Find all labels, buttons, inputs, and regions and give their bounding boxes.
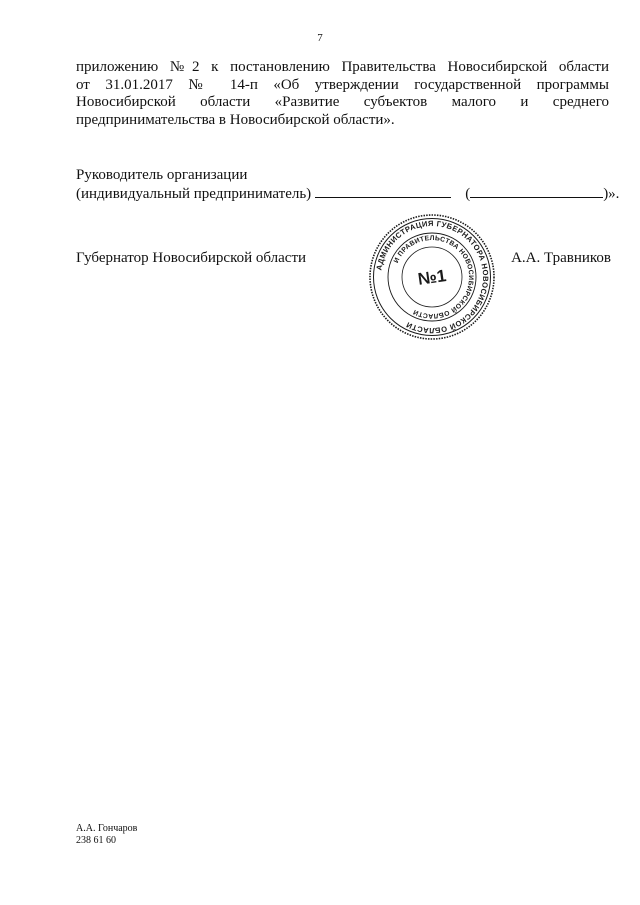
signature-line (76, 185, 620, 204)
paragraph-line: Новосибирской области «Развитие субъектов малого и среднего (76, 94, 609, 110)
name-blank (470, 185, 603, 198)
footer-author: А.А. Гончаров (76, 823, 138, 834)
footer (76, 823, 137, 847)
paren-open: ( (465, 185, 471, 202)
seal-outer-text: АДМИНИСТРАЦИЯ ГУБЕРНАТОРА НОВОСИБИРСКОЙ ОБЛАСТИ (374, 218, 491, 336)
governor-title: Губернатор Новосибирской области (76, 250, 307, 266)
signature-block (76, 167, 620, 203)
paragraph-line: от 31.01.2017 № 14-п «Об утверждении государственной программы (76, 76, 609, 93)
signature-role: Руководитель организации (76, 167, 248, 183)
signature-label: (индивидуальный предприниматель) (76, 185, 312, 202)
body-paragraph (76, 59, 609, 129)
footer-phone: 238 61 60 (76, 835, 116, 846)
paragraph-line: приложению №2 к постановлению Правительства Новосибирской области (76, 59, 609, 75)
paragraph-line: предпринимательства в Новосибирской области». (76, 111, 395, 128)
governor-name: А.А. Травников (511, 250, 611, 266)
official-seal (367, 212, 497, 342)
paren-close: )». (603, 185, 620, 202)
seal-center-text: №1 (416, 266, 448, 289)
seal-inner-text: И ПРАВИТЕЛЬСТВА НОВОСИБИРСКОЙ ОБЛАСТИ (392, 234, 475, 320)
page-number: 7 (317, 32, 323, 44)
signature-blank (315, 185, 451, 198)
